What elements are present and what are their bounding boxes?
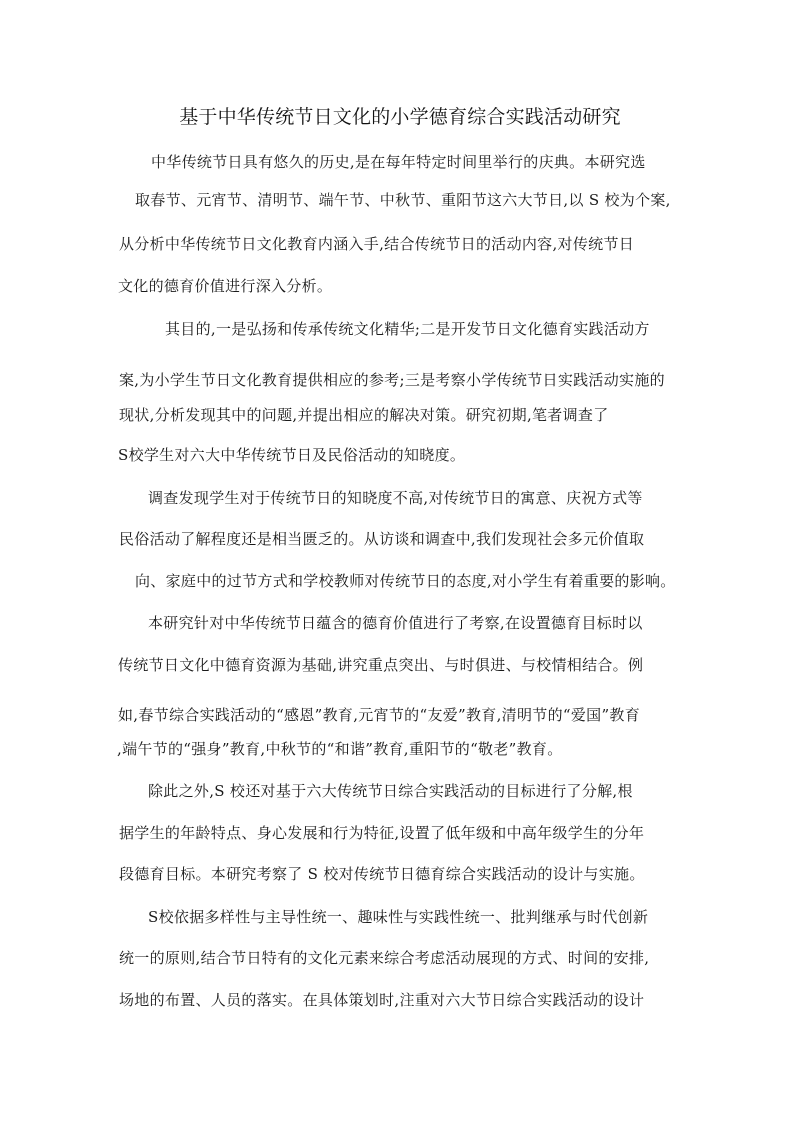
paragraph-line: S校依据多样性与主导性统一、趣味性与实践性统一、批判继承与时代创新 xyxy=(148,908,649,926)
paragraph-line: 中华传统节日具有悠久的历史,是在每年特定时间里举行的庆典。本研究选 xyxy=(151,153,646,171)
paragraph-line: S校学生对六大中华传统节日及民俗活动的知晓度。 xyxy=(118,446,466,464)
paragraph-line: 现状,分析发现其中的问题,并提出相应的解决对策。研究初期,笔者调查了 xyxy=(119,406,609,424)
paragraph-line: 向、家庭中的过节方式和学校教师对传统节日的态度,对小学生有着重要的影响。 xyxy=(135,572,676,590)
paragraph-line: 本研究针对中华传统节日蕴含的德育价值进行了考察,在设置德育目标时以 xyxy=(148,614,643,632)
paragraph-line: 从分析中华传统节日文化教育内涵入手,结合传统节日的活动内容,对传统节日 xyxy=(119,235,635,253)
paragraph-line: 传统节日文化中德育资源为基础,讲究重点突出、与时俱进、与校情相结合。例 xyxy=(118,656,644,674)
paragraph-line: 统一的原则,结合节日特有的文化元素来综合考虑活动展现的方式、时间的安排, xyxy=(119,949,650,967)
paragraph-line: 取春节、元宵节、清明节、端午节、中秋节、重阳节这六大节日,以 S 校为个案, xyxy=(135,191,671,209)
paragraph-line: 案,为小学生节日文化教育提供相应的参考;三是考察小学传统节日实践活动实施的 xyxy=(119,371,665,389)
paragraph-line: 场地的布置、人员的落实。在具体策划时,注重对六大节日综合实践活动的设计 xyxy=(119,991,645,1009)
paragraph-line: 如,春节综合实践活动的“感恩”教育,元宵节的“友爱”教育,清明节的“爱国”教育 xyxy=(118,706,641,724)
paragraph-line: 调查发现学生对于传统节日的知晓度不高,对传统节日的寓意、庆祝方式等 xyxy=(148,489,643,507)
paragraph-line: 其目的,一是弘扬和传承传统文化精华;二是开发节日文化德育实践活动方 xyxy=(165,320,650,338)
paragraph-line: ,端午节的“强身”教育,中秋节的“和谐”教育,重阳节的“敬老”教育。 xyxy=(117,740,563,758)
document-title: 基于中华传统节日文化的小学德育综合实践活动研究 xyxy=(179,106,621,128)
paragraph-line: 据学生的年龄特点、身心发展和行为特征,设置了低年级和中高年级学生的分年 xyxy=(119,824,645,842)
paragraph-line: 民俗活动了解程度还是相当匮乏的。从访谈和调查中,我们发现社会多元价值取 xyxy=(119,530,645,548)
paragraph-line: 文化的德育价值进行深入分析。 xyxy=(118,277,333,295)
paragraph-line: 除此之外,S 校还对基于六大传统节日综合实践活动的目标进行了分解,根 xyxy=(148,782,633,800)
paragraph-line: 段德育目标。本研究考察了 S 校对传统节日德育综合实践活动的设计与实施。 xyxy=(119,865,645,883)
